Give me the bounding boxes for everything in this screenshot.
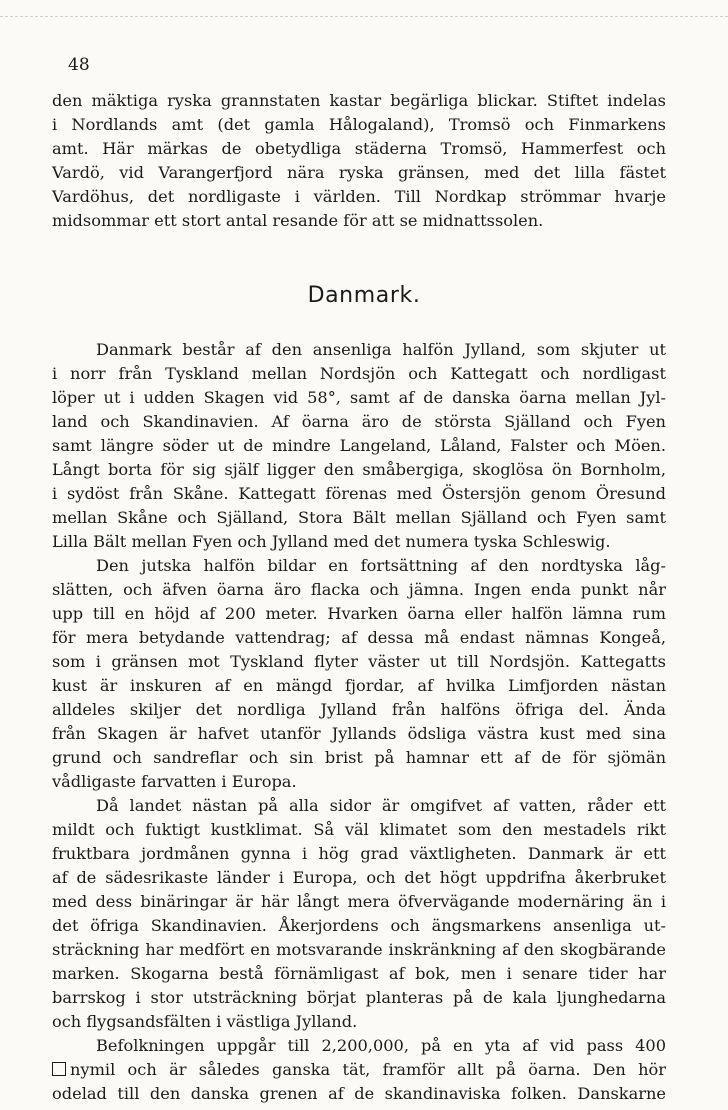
text-line: Lilla Bält mellan Fyen och Jylland med det numera tyska Schleswig. (52, 532, 611, 551)
intro-paragraph (52, 89, 666, 233)
text-line: land och Skandinavien. Af öarna äro de största Själland och Fyen (52, 412, 666, 431)
text-line: marken. Skogarna bestå förnämligast af bok, men i senare tider har (52, 964, 666, 983)
text-line: Vardöhus, det nordligaste i världen. Till Nordkap strömmar hvarje (52, 187, 666, 206)
text-line: odelad till den danska grenen af de skandinaviska folken. Danskarne (52, 1084, 666, 1103)
square-unit-icon (52, 1062, 66, 1076)
text-line-content: nymil och är således ganska tät, framför allt på öarna. Den hör (70, 1060, 666, 1079)
text-line: Då landet nästan på alla sidor är omgifvet af vatten, råder ett (96, 796, 666, 815)
text-line: grund och sandreflar och sin brist på hamnar ett af de för sjömän (52, 748, 666, 767)
section-heading: Danmark. (307, 283, 421, 308)
text-line: midsommar ett stort antal resande för att se midnattssolen. (52, 211, 544, 230)
text-line: löper ut i udden Skagen vid 58°, samt af de danska öarna mellan Jyl- (52, 388, 666, 407)
text-line: kust är inskuren af en mängd fjordar, af hvilka Limfjorden nästan (52, 676, 666, 695)
text-line: för mera betydande vattendrag; af dessa må endast nämnas Kongeå, (52, 628, 666, 647)
text-line: vådligaste farvatten i Europa. (52, 772, 297, 791)
text-line: från Skagen är hafvet utanför Jyllands ödsliga västra kust med sina (52, 724, 666, 743)
text-line: den mäktiga ryska grannstaten kastar begärliga blickar. Stiftet indelas (52, 91, 666, 110)
text-line: Långt borta för sig själf ligger den småbergiga, skoglösa ön Bornholm, (52, 460, 666, 479)
text-line: sträckning har medfört en motsvarande inskränkning af den skogbärande (52, 940, 666, 959)
text-line: i norr från Tyskland mellan Nordsjön och Kattegatt och nordligast (52, 364, 666, 383)
text-line: barrskog i stor utsträckning börjat planteras på de kala ljunghedarna (52, 988, 666, 1007)
text-line: som i gränsen mot Tyskland flyter väster ut till Nordsjön. Kattegatts (52, 652, 666, 671)
text-line: Den jutska halfön bildar en fortsättning af den nordtyska låg- (96, 556, 666, 575)
text-line: alldeles skiljer det nordliga Jylland från halföns öfriga del. Ända (52, 700, 666, 719)
text-line: fruktbara jordmånen gynna i hög grad växtligheten. Danmark är ett (52, 844, 666, 863)
text-line: mellan Skåne och Själland, Stora Bält mellan Själland och Fyen samt (52, 508, 666, 527)
scan-top-edge (0, 16, 728, 17)
text-line: Danmark består af den ansenliga halfön Jylland, som skjuter ut (96, 340, 666, 359)
text-line: i sydöst från Skåne. Kattegatt förenas med Östersjön genom Öresund (52, 484, 666, 503)
page-number: 48 (68, 55, 90, 75)
text-line: mildt och fuktigt kustklimat. Så väl klimatet som den mestadels rikt (52, 820, 666, 839)
text-line: amt. Här märkas de obetydliga städerna Tromsö, Hammerfest och (52, 139, 666, 158)
text-line: i Nordlands amt (det gamla Hålogaland), Tromsö och Finmarkens (52, 115, 666, 134)
text-line: samt längre söder ut de mindre Langeland, Låland, Falster och Möen. (52, 436, 666, 455)
text-line: upp till en höjd af 200 meter. Hvarken öarna eller halfön lämna rum (52, 604, 666, 623)
text-line: och flygsandsfälten i västliga Jylland. (52, 1012, 358, 1031)
text-line: Befolkningen uppgår till 2,200,000, på en yta af vid pass 400 (96, 1036, 666, 1055)
text-line (52, 1058, 666, 1082)
text-line: af de sädesrikaste länder i Europa, och det högt uppdrifna åkerbruket (52, 868, 666, 887)
body-text (52, 338, 666, 1106)
text-line: slätten, och äfven öarna äro flacka och jämna. Ingen enda punkt når (52, 580, 666, 599)
text-line: det öfriga Skandinavien. Åkerjordens och ängsmarkens ansenliga ut- (52, 916, 666, 935)
text-line: med dess binäringar är här långt mera öfvervägande modernäring än i (52, 892, 666, 911)
text-line: Vardö, vid Varangerfjord nära ryska gränsen, med det lilla fästet (52, 163, 666, 182)
